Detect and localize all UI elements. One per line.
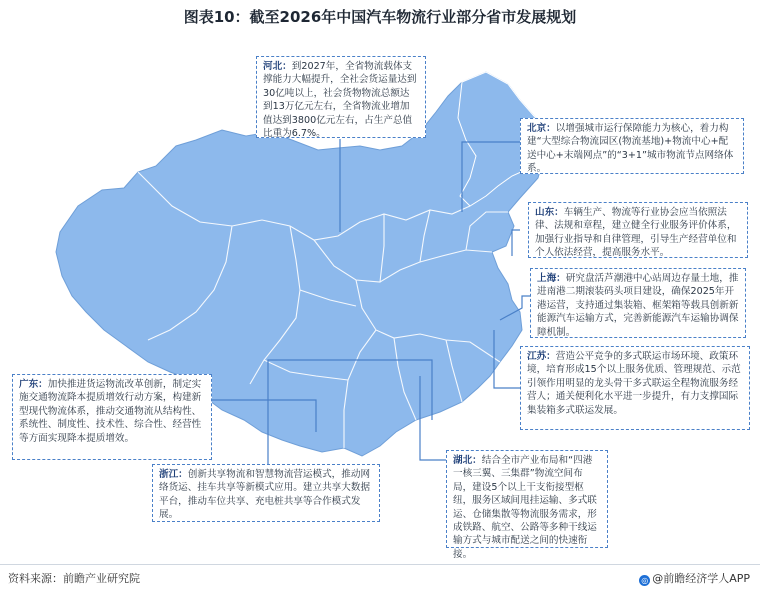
callout-shandong-name: 山东： xyxy=(535,207,564,218)
chart-title: 图表10：截至2026年中国汽车物流行业部分省市发展规划 xyxy=(183,8,577,26)
callout-jiangsu xyxy=(520,346,750,430)
callout-hubei-text: 结合全市产业布局和“四港一核三翼、三集群”物流空间布局，建设5个以上干支衔接型枢纽，服务区域间甩挂运输、多式联运、仓储集散等物流服务需求，形成铁路、航空、公路等多种干线运输方式与城市配送之间的快速衔接。 xyxy=(453,455,597,560)
brand-credit-text: @前瞻经济学人APP xyxy=(652,572,750,585)
callout-hebei xyxy=(256,56,426,138)
callout-hebei-text: 到2027年，全省物流载体支撑能力大幅提升，全社会货运量达到30亿吨以上，社会货物物流总额达到13万亿元左右，全省物流业增加值达到3800亿元左右，占生产总值比重为6.7%。 xyxy=(263,61,417,140)
callout-jiangsu-text: 营造公平竞争的多式联运市场环境、政策环境，培育形成15个以上服务优质、管理规范、示范引领作用明显的龙头骨干多式联运全程物流服务经营人；通关便利化水平进一步提升，有力支撑国际集装箱多式联运发展。 xyxy=(527,351,741,416)
callout-zhejiang-name: 浙江： xyxy=(159,469,188,480)
callout-guangdong-name: 广东： xyxy=(19,379,48,390)
callout-shandong-text: 车辆生产、物流等行业协会应当依照法律、法规和章程，建立健全行业服务评价体系，加强行业指导和自律管理，引导生产经营单位和个人依法经营，提高服务水平。 xyxy=(535,207,737,259)
callout-guangdong xyxy=(12,374,212,460)
callout-jiangsu-name: 江苏： xyxy=(527,351,556,362)
connector-shandong xyxy=(512,230,520,256)
source-note: 资料来源：前瞻产业研究院 xyxy=(8,572,140,585)
callout-hubei xyxy=(446,450,608,560)
callout-beijing-name: 北京： xyxy=(527,123,556,134)
footer-divider xyxy=(0,564,760,565)
callout-hebei-name: 河北： xyxy=(263,61,292,72)
callout-shanghai-name: 上海： xyxy=(537,273,566,284)
callout-zhejiang xyxy=(152,464,380,522)
callout-hubei-name: 湖北： xyxy=(453,455,482,466)
callout-beijing-text: 以增强城市运行保障能力为核心，着力构建“大型综合物流园区(物流基地)+物流中心+配送中心+末端网点”的“3+1”城市物流节点网络体系。 xyxy=(527,123,734,175)
callout-shanghai-text: 研究盘活芦潮港中心站周边存量土地，推进南港二期滚装码头项目建设，确保2025年开港运营，支持通过集装箱、框架箱等载具创新新能源汽车运输方式，完善新能源汽车运输协调保障机制。 xyxy=(537,273,739,338)
brand-logo-icon: ◎ xyxy=(639,575,650,586)
callout-zhejiang-text: 创新共享物流和智慧物流营运模式，推动网络货运、挂车共享等新模式应用。建立共享大数据平台，推动车位共享、充电桩共享等合作模式发展。 xyxy=(159,469,371,521)
callout-guangdong-text: 加快推进货运物流改革创新，制定实施交通物流降本提质增效行动方案，构建新型现代物流体系，推动交通物流从结构性、系统性、制度性、技术性、综合性、经营性等方面实现降本提质增效。 xyxy=(19,379,202,444)
callout-shandong xyxy=(528,202,748,258)
callout-shanghai xyxy=(530,268,746,338)
brand-credit xyxy=(639,570,750,586)
callout-beijing xyxy=(520,118,744,174)
